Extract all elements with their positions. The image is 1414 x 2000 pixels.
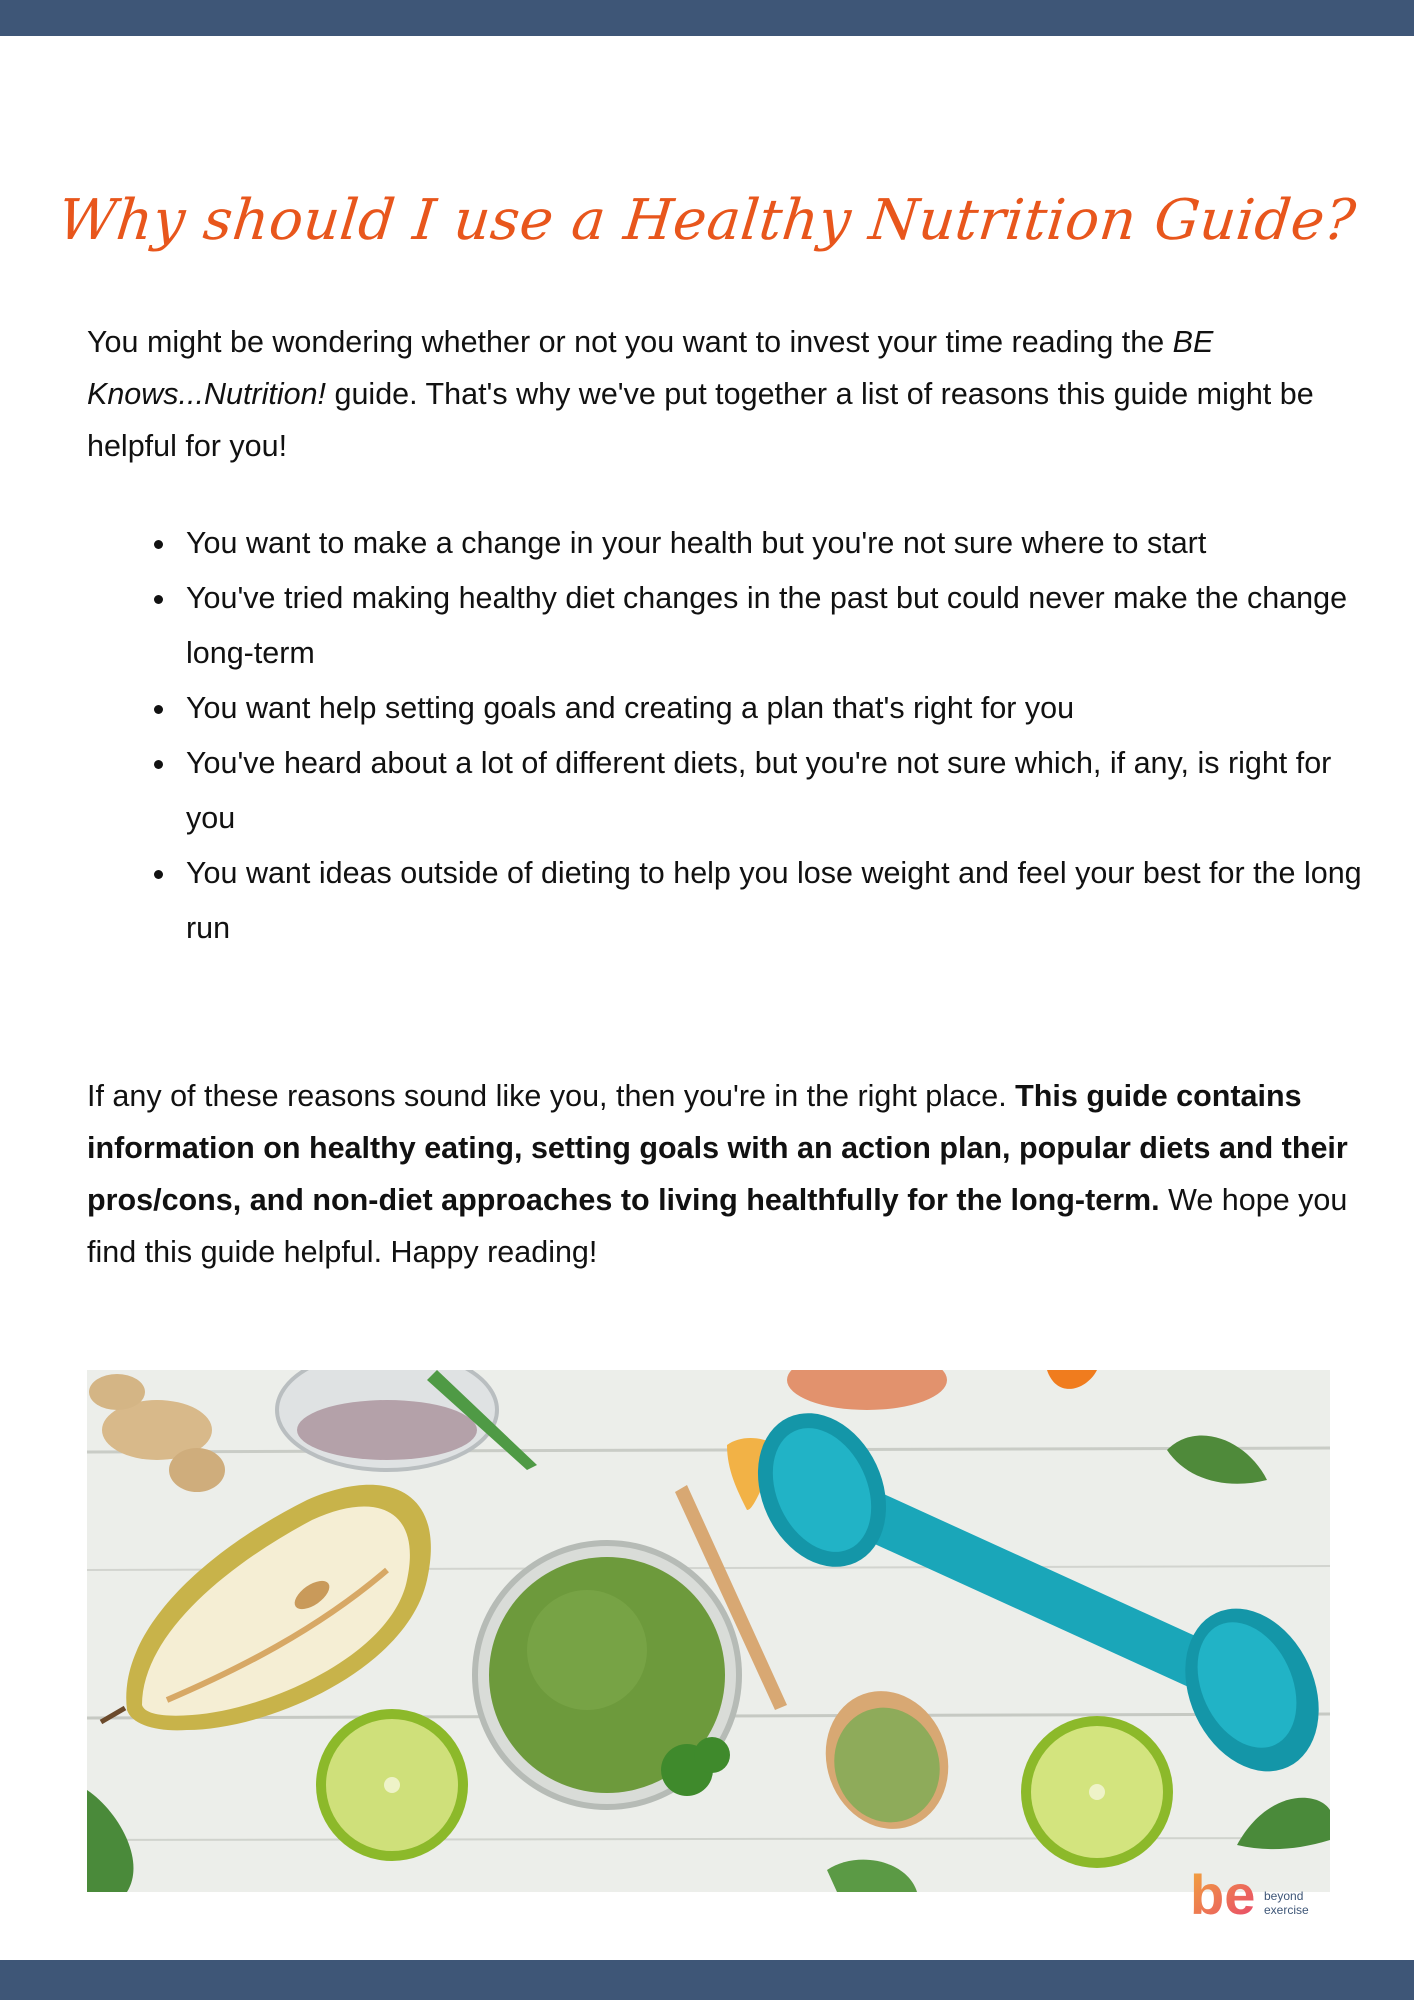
list-item-text: You want to make a change in your health but you're not sure where to start bbox=[186, 526, 1207, 560]
logo-line-1: beyond bbox=[1264, 1889, 1304, 1903]
bullet-icon bbox=[154, 705, 163, 714]
guide-name: BE Knows...Nutrition! bbox=[87, 325, 1214, 411]
intro-paragraph bbox=[87, 316, 1337, 472]
bullet-icon bbox=[154, 540, 163, 549]
nutrition-illustration bbox=[87, 1370, 1330, 1892]
logo-line-2: exercise bbox=[1264, 1903, 1309, 1917]
bullet-icon bbox=[154, 595, 163, 604]
reasons-list bbox=[87, 516, 1366, 956]
header-bar bbox=[0, 0, 1414, 36]
list-item-text: You want help setting goals and creating a plan that's right for you bbox=[186, 691, 1075, 725]
intro-text-1: You might be wondering whether or not you want to invest your time reading the bbox=[87, 325, 1173, 359]
list-item-text: You want ideas outside of dieting to help you lose weight and feel your best for the long run bbox=[186, 856, 1362, 945]
logo-mark: be bbox=[1190, 1863, 1256, 1926]
footer-bar bbox=[0, 1960, 1414, 2000]
list-item-text: You've heard about a lot of different diets, but you're not sure which, if any, is right for you bbox=[186, 746, 1332, 835]
list-item-text: You've tried making healthy diet changes in the past but could never make the change long-term bbox=[186, 581, 1348, 670]
outro-text-2: We hope you find this guide helpful. Happy reading! bbox=[87, 1183, 1348, 1269]
list-item bbox=[186, 736, 1366, 846]
bullet-icon bbox=[154, 870, 163, 879]
bullet-icon bbox=[154, 760, 163, 769]
list-item bbox=[186, 846, 1366, 956]
outro-paragraph bbox=[87, 1070, 1352, 1278]
beyond-exercise-logo bbox=[1188, 1858, 1328, 1928]
page-title: Why should I use a Healthy Nutrition Guide? bbox=[55, 187, 1359, 253]
list-item bbox=[186, 681, 1366, 736]
outro-bold-text: This guide contains information on healthy eating, setting goals with an action plan, popular diets and their pros/cons, and non-diet approaches to living healthfully for the long-term. bbox=[87, 1079, 1348, 1217]
lime-left bbox=[316, 1709, 468, 1861]
list-item bbox=[186, 571, 1366, 681]
list-item bbox=[186, 516, 1366, 571]
nutrition-photo bbox=[87, 1370, 1330, 1892]
lime-right bbox=[1021, 1716, 1173, 1868]
green-smoothie bbox=[475, 1543, 739, 1807]
intro-text-2: guide. That's why we've put together a list of reasons this guide might be helpful for you! bbox=[87, 377, 1314, 463]
outro-text-1: If any of these reasons sound like you, then you're in the right place. bbox=[87, 1079, 1016, 1113]
